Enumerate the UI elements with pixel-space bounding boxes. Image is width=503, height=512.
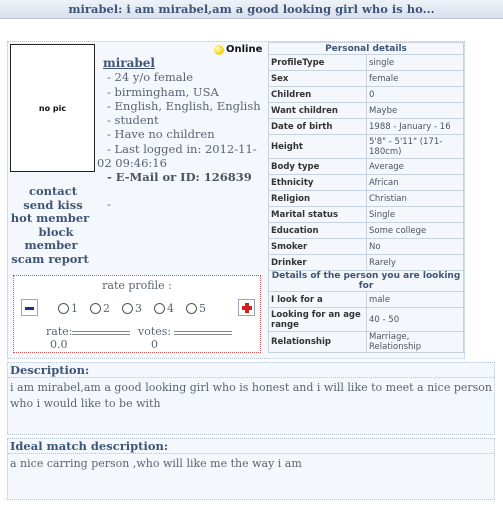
rate-minus-button[interactable] (21, 299, 38, 316)
rating-option-1[interactable] (58, 302, 78, 315)
detail-value: Rarely (367, 255, 464, 271)
table-row (269, 135, 464, 159)
detail-label: Want children (269, 103, 367, 119)
rate-label: rate: (46, 325, 73, 338)
table-row (269, 191, 464, 207)
rating-option-label: 3 (135, 302, 142, 315)
detail-label: ProfileType (269, 55, 367, 71)
profile-summary (97, 56, 267, 211)
radio-circle-icon[interactable] (122, 303, 133, 314)
detail-value: Maybe (367, 103, 464, 119)
radio-circle-icon[interactable] (58, 303, 69, 314)
detail-value: No (367, 239, 464, 255)
rating-option-5[interactable] (186, 302, 206, 315)
profile-name-link[interactable]: mirabel (103, 56, 155, 70)
table-row (269, 103, 464, 119)
detail-value: 40 - 50 (367, 308, 464, 332)
table-row (269, 332, 464, 353)
detail-label: Drinker (269, 255, 367, 271)
votes-bar (174, 331, 232, 335)
description-section (7, 362, 495, 435)
detail-label: Looking for an age range (269, 308, 367, 332)
detail-value: female (367, 71, 464, 87)
detail-label: Relationship (269, 332, 367, 353)
table-row (269, 159, 464, 175)
detail-label: Smoker (269, 239, 367, 255)
radio-circle-icon[interactable] (154, 303, 165, 314)
scam-report-link[interactable]: scam report (11, 251, 89, 266)
description-text: i am mirabel,am a good looking girl who is honest and i will like to meet a nice person who i would like to be with (10, 381, 493, 410)
profile-actions (7, 185, 93, 266)
table-row (269, 71, 464, 87)
rate-plus-button[interactable] (238, 299, 255, 316)
extra-line: - (107, 196, 111, 211)
detail-value: 5'8" - 5'11" (171-180cm) (367, 135, 464, 159)
children-status: - Have no children (107, 127, 215, 142)
table-row (269, 223, 464, 239)
rating-option-label: 4 (167, 302, 174, 315)
occupation: - student (107, 113, 159, 128)
location: - birmingham, USA (107, 84, 219, 99)
table-row (269, 87, 464, 103)
detail-label: Height (269, 135, 367, 159)
personal-details-table (268, 42, 464, 353)
contact-link[interactable]: contact (28, 184, 78, 198)
description-heading: Description: (8, 363, 494, 378)
detail-label: Religion (269, 191, 367, 207)
table-row (269, 255, 464, 271)
rate-value: 0.0 (50, 338, 68, 351)
detail-value: Marriage, Relationship (367, 332, 464, 353)
email-or-id: - E-Mail or ID: 126839 (107, 170, 252, 185)
online-label: Online (226, 44, 263, 55)
ideal-match-heading: Ideal match description: (8, 439, 494, 454)
detail-label: Sex (269, 71, 367, 87)
block-member-link-line2[interactable]: member (24, 238, 78, 252)
detail-value: 1988 - January - 16 (367, 119, 464, 135)
ideal-match-section (7, 438, 495, 500)
block-member-link-line1[interactable]: block (38, 224, 74, 239)
rating-option-label: 1 (71, 302, 78, 315)
ideal-match-text: a nice carring person ,who will like me the way i am (10, 457, 302, 470)
online-status (214, 44, 262, 55)
detail-label: Ethnicity (269, 175, 367, 191)
rate-profile-title: rate profile : (102, 279, 172, 292)
table-row (269, 119, 464, 135)
rating-option-4[interactable] (154, 302, 174, 315)
detail-label: I look for a (269, 292, 367, 308)
table-row (269, 239, 464, 255)
detail-value: Some college (367, 223, 464, 239)
table-row (269, 308, 464, 332)
online-dot-icon (214, 45, 224, 55)
profile-photo-placeholder: no pic (10, 44, 95, 172)
detail-label: Body type (269, 159, 367, 175)
table-row (269, 207, 464, 223)
hot-member-link[interactable]: hot member (10, 211, 90, 225)
last-logged-in: - Last logged in: 2012-11-02 09:46:16 (97, 141, 257, 171)
rating-option-label: 5 (199, 302, 206, 315)
detail-label: Children (269, 87, 367, 103)
detail-value: Christian (367, 191, 464, 207)
send-kiss-link[interactable]: send kiss (23, 197, 83, 212)
table-row (269, 175, 464, 191)
detail-value: Average (367, 159, 464, 175)
rating-option-label: 2 (103, 302, 110, 315)
detail-value: Single (367, 207, 464, 223)
looking-for-header: Details of the person you are looking for (269, 271, 464, 292)
detail-value: African (367, 175, 464, 191)
radio-circle-icon[interactable] (186, 303, 197, 314)
rate-bar (72, 331, 130, 335)
rating-option-3[interactable] (122, 302, 142, 315)
detail-label: Date of birth (269, 119, 367, 135)
votes-value: 0 (151, 338, 158, 351)
age-gender: - 24 y/o female (107, 70, 194, 85)
table-row (269, 292, 464, 308)
detail-label: Education (269, 223, 367, 239)
detail-value: male (367, 292, 464, 308)
detail-label: Marital status (269, 207, 367, 223)
table-row (269, 55, 464, 71)
votes-label: votes: (138, 325, 172, 338)
personal-details-header: Personal details (269, 43, 464, 55)
rating-options (58, 302, 206, 315)
rate-profile-box (13, 275, 261, 353)
detail-value: 0 (367, 87, 464, 103)
radio-circle-icon[interactable] (90, 303, 101, 314)
languages: - English, English, English (107, 98, 261, 113)
detail-value: single (367, 55, 464, 71)
page-title: mirabel: i am mirabel,am a good looking girl who is ho... (0, 0, 503, 19)
rating-option-2[interactable] (90, 302, 110, 315)
